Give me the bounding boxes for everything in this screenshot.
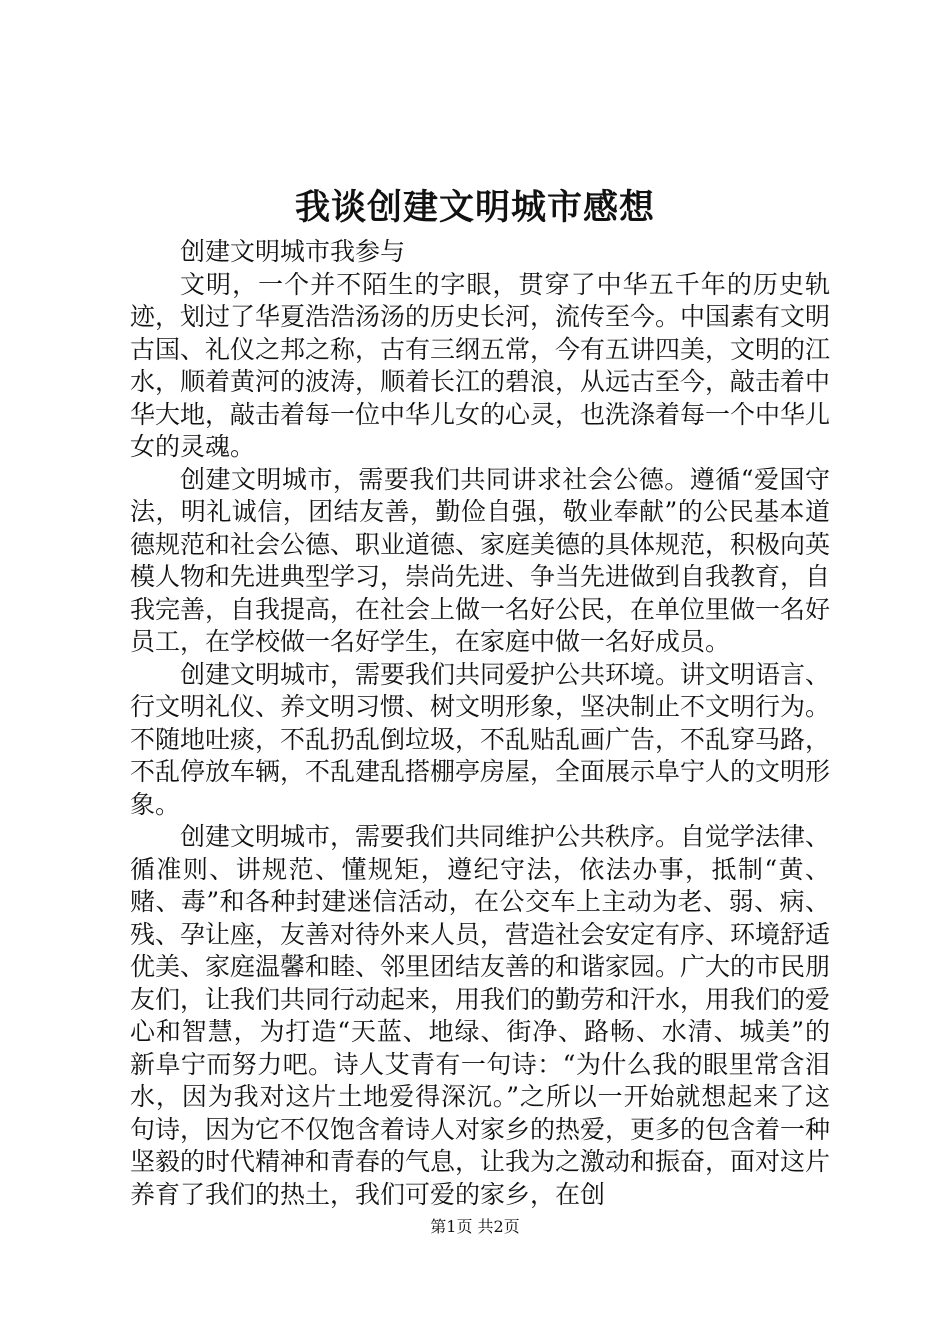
paragraph-intro: 文明，一个并不陌生的字眼，贯穿了中华五千年的历史轨迹，划过了华夏浩浩汤汤的历史长河，流传至今。中国素有文明古国、礼仪之邦之称，古有三纲五常，今有五讲四美，文明的江水，顺着黄河的波涛，顺着长江的碧浪，从远古至今，敲击着中华大地，敲击着每一位中华儿女的心灵，也洗涤着每一个中华儿女的灵魂。 [130, 269, 831, 461]
document-body [130, 236, 830, 1211]
paragraph-subtitle: 创建文明城市我参与 [180, 237, 406, 266]
paragraph-public-environment: 创建文明城市，需要我们共同爱护公共环境。讲文明语言、行文明礼仪、养文明习惯、树文明形象，坚决制止不文明行为。不随地吐痰，不乱扔乱倒垃圾，不乱贴乱画广告，不乱穿马路，不乱停放车辆，不乱建乱搭棚亭房屋，全面展示阜宁人的文明形象。 [130, 659, 831, 819]
paragraph-public-order: 创建文明城市，需要我们共同维护公共秩序。自觉学法律、循准则、讲规范、懂规矩，遵纪守法，依法办事，抵制“黄、赌、毒”和各种封建迷信活动，在公交车上主动为老、弱、病、残、孕让座，友善对待外来人员，营造社会安定有序、环境舒适优美、家庭温馨和睦、邻里团结友善的和谐家园。广大的市民朋友们，让我们共同行动起来，用我们的勤劳和汗水，用我们的爱心和智慧，为打造“天蓝、地绿、街净、路畅、水清、城美”的新阜宁而努力吧。诗人艾青有一句诗：“为什么我的眼里常含泪水，因为我对这片土地爱得深沉。”之所以一开始就想起来了这句诗，因为它不仅饱含着诗人对家乡的热爱，更多的包含着一种坚毅的时代精神和青春的气息，让我为之激动和振奋，面对这片养育了我们的热土，我们可爱的家乡，在创 [130, 822, 831, 1209]
paragraph-social-morality: 创建文明城市，需要我们共同讲求社会公德。遵循“爱国守法，明礼诚信，团结友善，勤俭自强，敬业奉献”的公民基本道德规范和社会公德、职业道德、家庭美德的具体规范，积极向英模人物和先进典型学习，崇尚先进、争当先进做到自我教育，自我完善，自我提高，在社会上做一名好公民，在单位里做一名好员工，在学校做一名好学生，在家庭中做一名好成员。 [130, 464, 831, 656]
document-title: 我谈创建文明城市感想 [294, 187, 655, 228]
page-footer: 第1页 共2页 [430, 1217, 520, 1236]
